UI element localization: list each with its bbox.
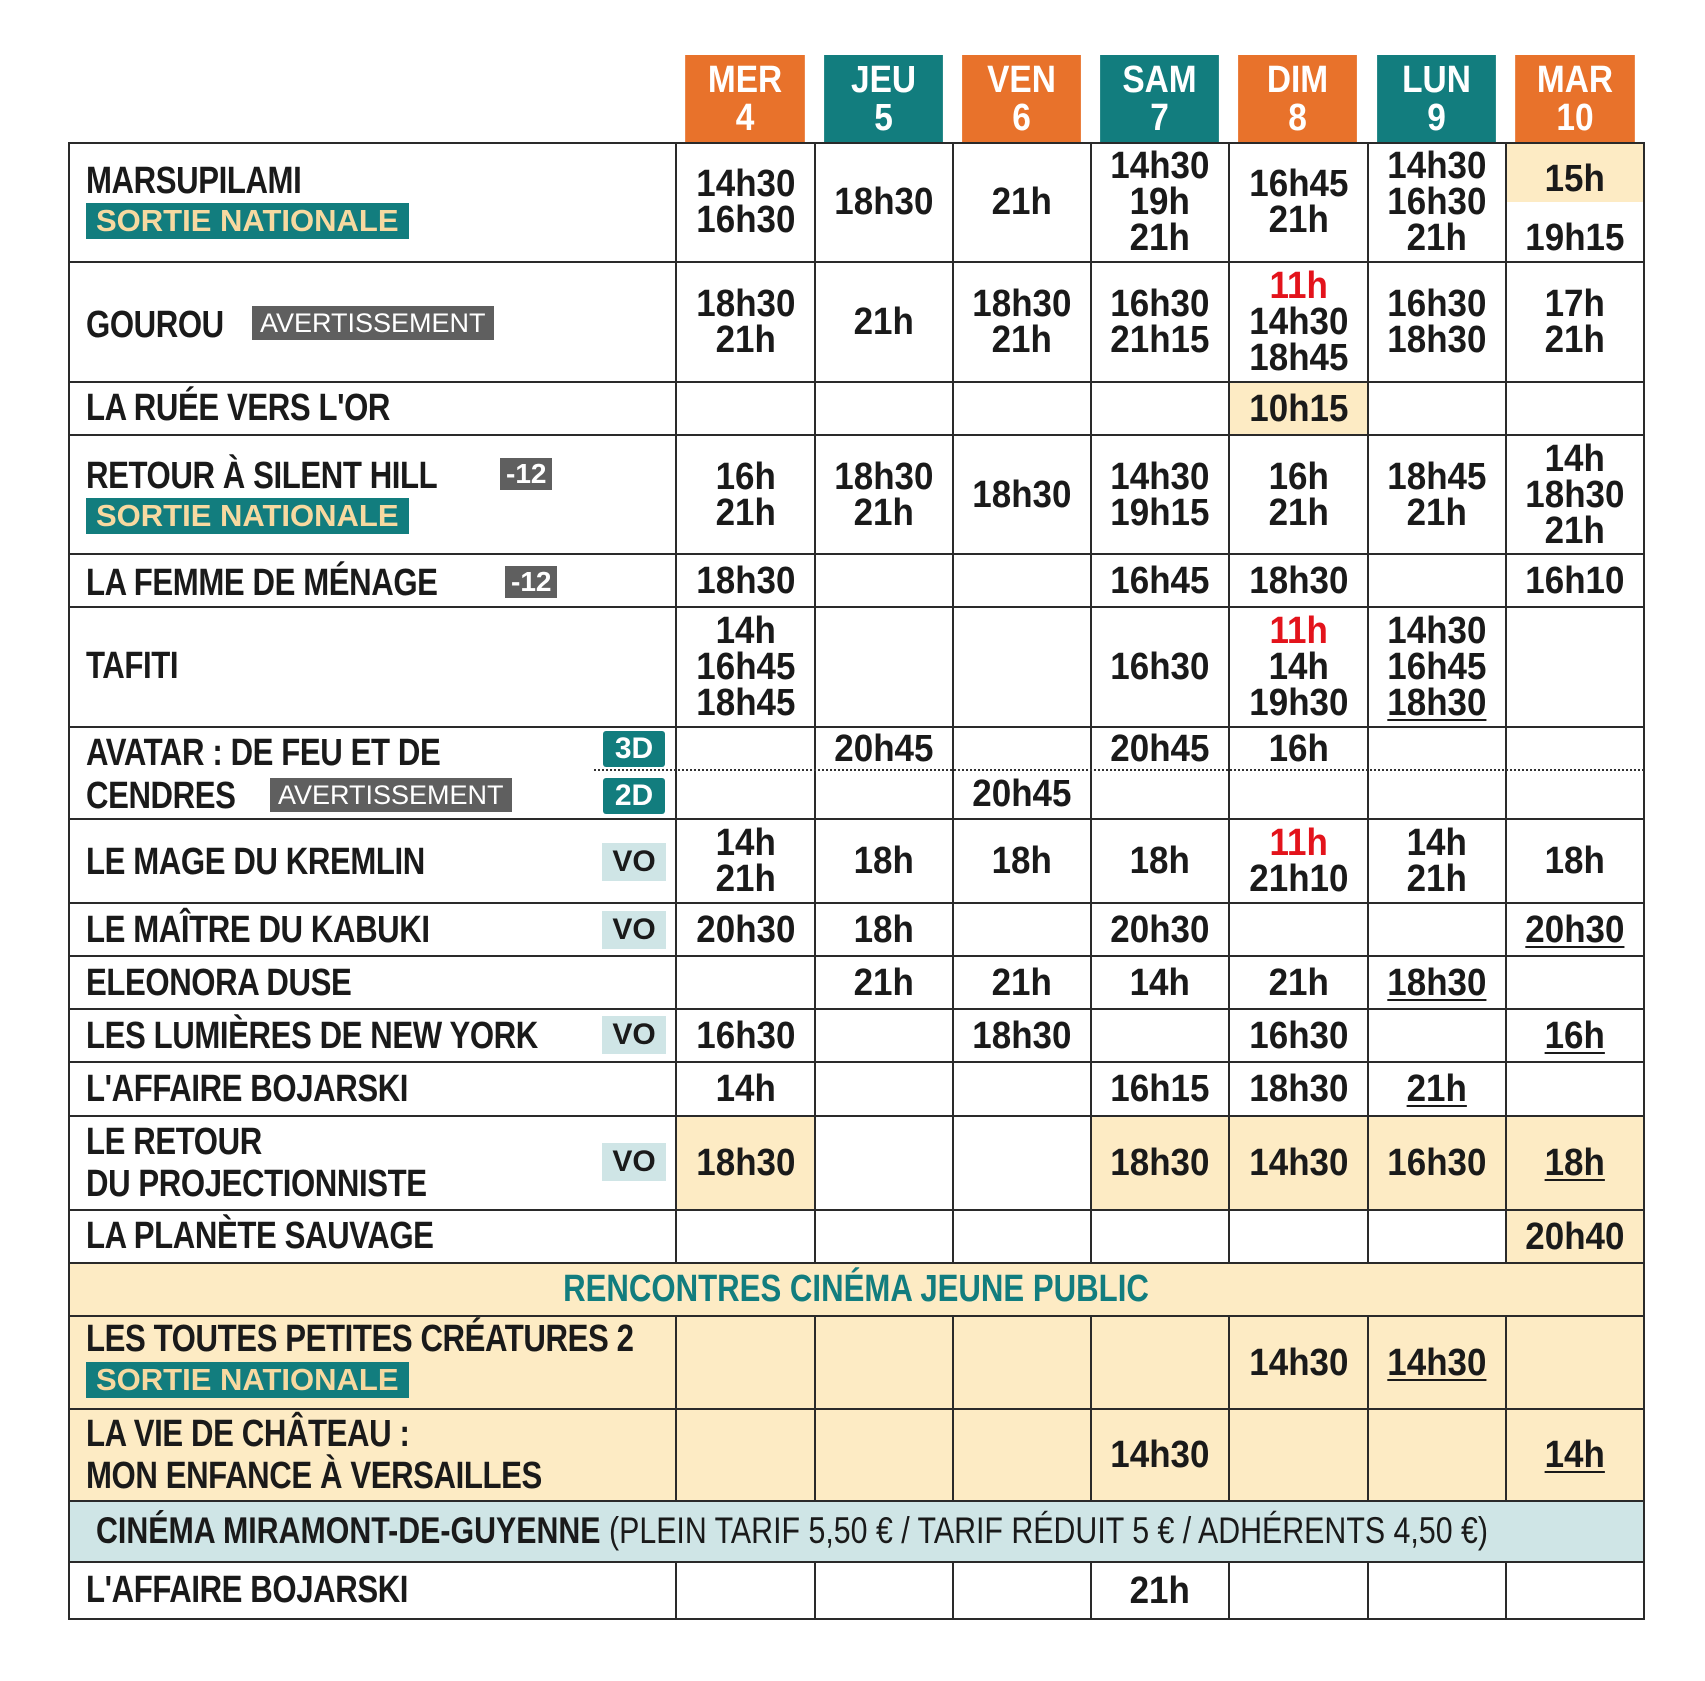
hline bbox=[68, 1262, 1645, 1264]
showtime-cell bbox=[1507, 1010, 1643, 1061]
showtime-cell bbox=[1507, 820, 1643, 902]
badge-sortie-nationale: SORTIE NATIONALE bbox=[86, 1362, 409, 1398]
hline bbox=[68, 381, 1645, 383]
showtime: 16h30 bbox=[1248, 1014, 1349, 1057]
showtime: 19h15 bbox=[1110, 491, 1210, 534]
day-mer: MER 4 bbox=[685, 55, 805, 143]
showtime: 18h bbox=[991, 840, 1053, 882]
showtime: 20h40 bbox=[1525, 1215, 1625, 1258]
showtime-cell bbox=[1230, 957, 1367, 1008]
showtime: 14h30 bbox=[1387, 610, 1487, 652]
day-jeu: JEU 5 bbox=[824, 55, 943, 143]
section-miramont bbox=[96, 1510, 1488, 1552]
showtime: 17h bbox=[1544, 283, 1606, 325]
showtime: 14h30 bbox=[1248, 1341, 1349, 1384]
showtime-cell bbox=[1092, 957, 1228, 1008]
showtime: 16h30 bbox=[1387, 181, 1487, 223]
showtime: 21h bbox=[853, 301, 915, 343]
showtime-cell bbox=[1369, 820, 1505, 902]
showtime: 21h bbox=[1268, 199, 1329, 241]
showtime: 14h30 bbox=[695, 163, 796, 205]
showtime: 11h bbox=[1269, 265, 1328, 307]
showtime: 21h bbox=[1268, 491, 1329, 534]
showtime: 21h bbox=[853, 491, 915, 534]
showtime: 20h30 bbox=[695, 908, 796, 951]
showtime-cell bbox=[816, 263, 952, 381]
showtime: 21h bbox=[1544, 509, 1606, 552]
film-title-marsupilami: MARSUPILAMI bbox=[86, 160, 302, 202]
showtime-cell bbox=[1507, 1410, 1643, 1500]
showtime: 16h30 bbox=[1110, 646, 1210, 688]
showtime-cell bbox=[1230, 143, 1367, 261]
vline bbox=[68, 142, 70, 1620]
showtime: 18h30 bbox=[1248, 559, 1349, 602]
day-mar: MAR 10 bbox=[1515, 55, 1635, 143]
showtime-cell bbox=[1507, 143, 1643, 267]
showtime: 18h30 bbox=[1387, 319, 1487, 361]
showtime: 19h15 bbox=[1525, 216, 1625, 259]
showtime-cell bbox=[677, 436, 814, 553]
showtime-cell bbox=[1092, 436, 1228, 553]
showtime-cell bbox=[1369, 1317, 1505, 1408]
badge-vo: VO bbox=[602, 1143, 666, 1181]
showtime: 16h45 bbox=[1110, 559, 1210, 602]
showtime: 16h30 bbox=[1387, 283, 1487, 325]
showtime-cell bbox=[1230, 1063, 1367, 1115]
vline bbox=[1228, 1561, 1230, 1620]
vline bbox=[814, 1315, 816, 1500]
showtime: 16h45 bbox=[1387, 646, 1487, 688]
film-title-planete: LA PLANÈTE SAUVAGE bbox=[86, 1215, 434, 1257]
showtime: 18h30 bbox=[834, 181, 934, 223]
showtime-cell bbox=[1230, 1317, 1367, 1408]
showtime: 14h bbox=[1544, 437, 1606, 480]
showtime-cell bbox=[677, 143, 814, 261]
showtime: 18h30 bbox=[1387, 961, 1487, 1004]
film-title-creatures: LES TOUTES PETITES CRÉATURES 2 bbox=[86, 1318, 634, 1360]
miramont-name: CINÉMA MIRAMONT-DE-GUYENNE bbox=[96, 1510, 601, 1551]
showtime: 14h30 bbox=[1248, 1142, 1349, 1184]
showtime-cell bbox=[954, 770, 1090, 818]
showtime: 14h bbox=[1268, 646, 1329, 688]
showtime: 16h10 bbox=[1525, 559, 1625, 602]
showtime: 14h bbox=[715, 822, 776, 864]
vline bbox=[1367, 1561, 1369, 1620]
showtime: 18h30 bbox=[695, 1142, 796, 1184]
showtime-cell bbox=[1092, 555, 1228, 606]
showtime: 18h30 bbox=[695, 559, 796, 602]
badge-2d: 2D bbox=[603, 778, 665, 814]
showtime: 16h45 bbox=[1248, 163, 1349, 205]
showtime: 21h15 bbox=[1110, 319, 1210, 361]
showtime: 21h bbox=[1406, 1068, 1468, 1110]
vline bbox=[814, 1561, 816, 1620]
showtime: 21h bbox=[715, 858, 776, 900]
film-title-avatar-line1: AVATAR : DE FEU ET DE bbox=[86, 732, 441, 774]
showtime: 20h30 bbox=[1525, 908, 1625, 951]
showtime-cell bbox=[954, 263, 1090, 381]
showtime-cell bbox=[1092, 1563, 1228, 1618]
showtime-cell bbox=[1092, 904, 1228, 955]
showtime-cell bbox=[1369, 1063, 1505, 1115]
showtime: 18h45 bbox=[1387, 455, 1487, 498]
showtime: 18h30 bbox=[695, 283, 796, 325]
showtime: 20h30 bbox=[1110, 908, 1210, 951]
showtime: 14h bbox=[715, 610, 776, 652]
film-title-chateau-line1: LA VIE DE CHÂTEAU : bbox=[86, 1413, 410, 1455]
badge-sortie-nationale: SORTIE NATIONALE bbox=[86, 203, 409, 239]
showtime-cell bbox=[1092, 263, 1228, 381]
showtime: 18h bbox=[1129, 840, 1191, 882]
showtime-cell bbox=[1369, 436, 1505, 553]
showtime: 21h bbox=[1406, 858, 1468, 900]
showtime: 11h bbox=[1269, 822, 1328, 864]
showtime: 21h bbox=[991, 181, 1053, 223]
showtime-cell bbox=[1092, 728, 1228, 770]
showtime-cell bbox=[677, 904, 814, 955]
showtime: 16h bbox=[1544, 1014, 1606, 1057]
badge-vo: VO bbox=[602, 1016, 666, 1054]
film-title-tafiti: TAFITI bbox=[86, 645, 179, 687]
day-dim: DIM 8 bbox=[1238, 55, 1357, 143]
showtime: 21h bbox=[991, 961, 1053, 1004]
showtime: 18h30 bbox=[1110, 1142, 1210, 1184]
showtime: 21h bbox=[853, 961, 915, 1004]
showtime: 18h bbox=[1544, 1142, 1606, 1184]
showtime: 16h45 bbox=[695, 646, 796, 688]
showtime-cell bbox=[1230, 263, 1367, 381]
film-title-projo-line2: DU PROJECTIONNISTE bbox=[86, 1163, 427, 1205]
hline bbox=[68, 1408, 1645, 1410]
showtime-cell bbox=[1092, 608, 1228, 726]
showtime: 19h bbox=[1129, 181, 1191, 223]
showtime: 18h30 bbox=[1387, 682, 1487, 724]
showtime: 18h bbox=[853, 840, 915, 882]
film-title-duse: ELEONORA DUSE bbox=[86, 962, 352, 1004]
showtime-cell bbox=[816, 904, 952, 955]
showtime-cell bbox=[816, 820, 952, 902]
showtime-cell bbox=[1507, 263, 1643, 381]
hline bbox=[68, 1008, 1645, 1010]
showtime-cell bbox=[816, 143, 952, 261]
vline bbox=[1643, 142, 1645, 1620]
showtime: 14h bbox=[1544, 1434, 1606, 1476]
showtime-cell bbox=[1230, 608, 1367, 726]
showtime: 21h bbox=[1129, 1569, 1191, 1612]
showtime-cell bbox=[677, 1063, 814, 1115]
showtime-cell bbox=[1230, 1117, 1367, 1209]
showtime-cell bbox=[1507, 436, 1643, 553]
showtime: 14h30 bbox=[1387, 145, 1487, 187]
film-title-lumieres: LES LUMIÈRES DE NEW YORK bbox=[86, 1015, 538, 1057]
showtime-cell bbox=[677, 1117, 814, 1209]
showtime: 20h45 bbox=[834, 728, 934, 770]
showtime-cell bbox=[1507, 904, 1643, 955]
showtime: 18h30 bbox=[1525, 473, 1625, 516]
showtime: 21h bbox=[1268, 961, 1329, 1004]
showtime: 16h bbox=[1268, 728, 1329, 770]
showtime: 21h bbox=[1406, 491, 1468, 534]
showtime-cell bbox=[954, 1010, 1090, 1061]
showtime-cell bbox=[1230, 383, 1367, 434]
hline bbox=[68, 553, 1645, 555]
showtime-cell bbox=[1092, 820, 1228, 902]
showtime: 18h30 bbox=[972, 1014, 1072, 1057]
showtime: 20h45 bbox=[972, 773, 1072, 815]
showtime-cell bbox=[1369, 143, 1505, 261]
showtime: 21h bbox=[1406, 217, 1468, 259]
film-title-gourou: GOUROU bbox=[86, 304, 224, 346]
showtime: 16h bbox=[715, 455, 776, 498]
showtime-cell bbox=[1230, 555, 1367, 606]
showtime: 16h30 bbox=[1387, 1142, 1487, 1184]
showtime-cell bbox=[677, 263, 814, 381]
vline bbox=[675, 1561, 677, 1620]
showtime: 21h bbox=[715, 491, 776, 534]
film-title-projo-line1: LE RETOUR bbox=[86, 1121, 262, 1163]
miramont-prices: (PLEIN TARIF 5,50 € / TARIF RÉDUIT 5 € / ADHÉRENTS 4,50 €) bbox=[608, 1510, 1489, 1551]
showtime: 14h30 bbox=[1110, 145, 1210, 187]
showtime: 19h30 bbox=[1248, 682, 1349, 724]
showtime-cell bbox=[1230, 728, 1367, 770]
showtime-cell bbox=[1369, 263, 1505, 381]
showtime-cell bbox=[677, 555, 814, 606]
showtime: 10h15 bbox=[1248, 387, 1349, 430]
film-title-silent-hill: RETOUR À SILENT HILL bbox=[86, 455, 438, 497]
film-title-bojarski: L'AFFAIRE BOJARSKI bbox=[86, 1068, 409, 1110]
showtime-cell bbox=[1092, 143, 1228, 261]
showtime: 16h15 bbox=[1110, 1068, 1210, 1110]
showtime: 21h bbox=[715, 319, 776, 361]
showtime: 16h30 bbox=[1110, 283, 1210, 325]
showtime-cell bbox=[954, 820, 1090, 902]
showtime-cell bbox=[1507, 1117, 1643, 1209]
film-title-avatar-line2: CENDRES bbox=[86, 775, 236, 817]
vline bbox=[1505, 1561, 1507, 1620]
badge-avertissement: AVERTISSEMENT bbox=[252, 306, 494, 340]
badge-vo: VO bbox=[602, 843, 666, 881]
showtime-cell bbox=[954, 436, 1090, 553]
hline bbox=[68, 1561, 1645, 1563]
showtime-cell bbox=[1507, 1211, 1643, 1262]
hline bbox=[68, 1618, 1645, 1620]
vline bbox=[952, 1561, 954, 1620]
showtime-cell bbox=[1369, 1117, 1505, 1209]
showtime-cell bbox=[677, 1010, 814, 1061]
vline bbox=[952, 1315, 954, 1500]
showtime-cell bbox=[816, 728, 952, 770]
section-jeune-public: RENCONTRES CINÉMA JEUNE PUBLIC bbox=[563, 1268, 1149, 1310]
day-sam: SAM 7 bbox=[1100, 55, 1219, 143]
showtime-cell bbox=[677, 820, 814, 902]
showtime-cell bbox=[1230, 1010, 1367, 1061]
showtime: 21h bbox=[1129, 217, 1191, 259]
day-lun: LUN 9 bbox=[1377, 55, 1496, 143]
showtime: 14h30 bbox=[1387, 1341, 1487, 1384]
showtime: 18h bbox=[1544, 840, 1606, 882]
showtime: 16h30 bbox=[695, 199, 796, 241]
badge-vo: VO bbox=[602, 911, 666, 949]
film-title-kabuki: LE MAÎTRE DU KABUKI bbox=[86, 909, 430, 951]
film-title-femme: LA FEMME DE MÉNAGE bbox=[86, 562, 438, 604]
showtime: 18h30 bbox=[1248, 1068, 1349, 1110]
film-title-ruee: LA RUÉE VERS L'OR bbox=[86, 387, 391, 429]
showtime-cell bbox=[1369, 957, 1505, 1008]
badge-3d: 3D bbox=[603, 731, 665, 767]
showtime: 18h bbox=[853, 908, 915, 951]
day-ven: VEN 6 bbox=[962, 55, 1081, 143]
showtime: 14h bbox=[1129, 961, 1191, 1004]
showtime: 14h30 bbox=[1248, 301, 1349, 343]
badge-age-12: -12 bbox=[505, 566, 557, 598]
showtime: 21h bbox=[1544, 319, 1606, 361]
showtime: 14h30 bbox=[1110, 455, 1210, 498]
film-title-chateau-line2: MON ENFANCE À VERSAILLES bbox=[86, 1455, 542, 1497]
badge-age-12: -12 bbox=[500, 458, 552, 490]
hline bbox=[68, 1500, 1645, 1502]
showtime: 18h30 bbox=[972, 283, 1072, 325]
showtime-cell bbox=[1092, 1410, 1228, 1500]
showtime-cell bbox=[1369, 608, 1505, 726]
showtime: 15h bbox=[1544, 157, 1606, 200]
showtime: 14h30 bbox=[1110, 1434, 1210, 1476]
film-title-mage: LE MAGE DU KREMLIN bbox=[86, 841, 425, 883]
showtime: 14h bbox=[715, 1068, 776, 1110]
showtime-cell bbox=[1507, 555, 1643, 606]
showtime-cell bbox=[1092, 1117, 1228, 1209]
showtime: 16h30 bbox=[695, 1014, 796, 1057]
hline bbox=[68, 1209, 1645, 1211]
showtime: 11h bbox=[1269, 610, 1328, 652]
showtime-cell bbox=[816, 957, 952, 1008]
vline bbox=[675, 1315, 677, 1500]
showtime-cell bbox=[954, 957, 1090, 1008]
film-title-bojarski-miramont: L'AFFAIRE BOJARSKI bbox=[86, 1569, 409, 1611]
showtime: 21h10 bbox=[1248, 858, 1349, 900]
showtime-cell bbox=[816, 436, 952, 553]
showtime: 18h30 bbox=[972, 473, 1072, 516]
showtime: 18h45 bbox=[695, 682, 796, 724]
showtime-cell bbox=[954, 143, 1090, 261]
showtime-cell bbox=[1092, 1063, 1228, 1115]
showtime: 16h bbox=[1268, 455, 1329, 498]
showtime-cell bbox=[677, 608, 814, 726]
showtime: 20h45 bbox=[1110, 728, 1210, 770]
showtime-cell bbox=[1230, 436, 1367, 553]
badge-sortie-nationale: SORTIE NATIONALE bbox=[86, 498, 409, 534]
badge-avertissement: AVERTISSEMENT bbox=[270, 778, 512, 812]
showtime: 18h30 bbox=[834, 455, 934, 498]
showtime: 21h bbox=[991, 319, 1053, 361]
showtime: 14h bbox=[1406, 822, 1468, 864]
showtime: 18h45 bbox=[1248, 337, 1349, 379]
showtime-cell bbox=[1230, 820, 1367, 902]
